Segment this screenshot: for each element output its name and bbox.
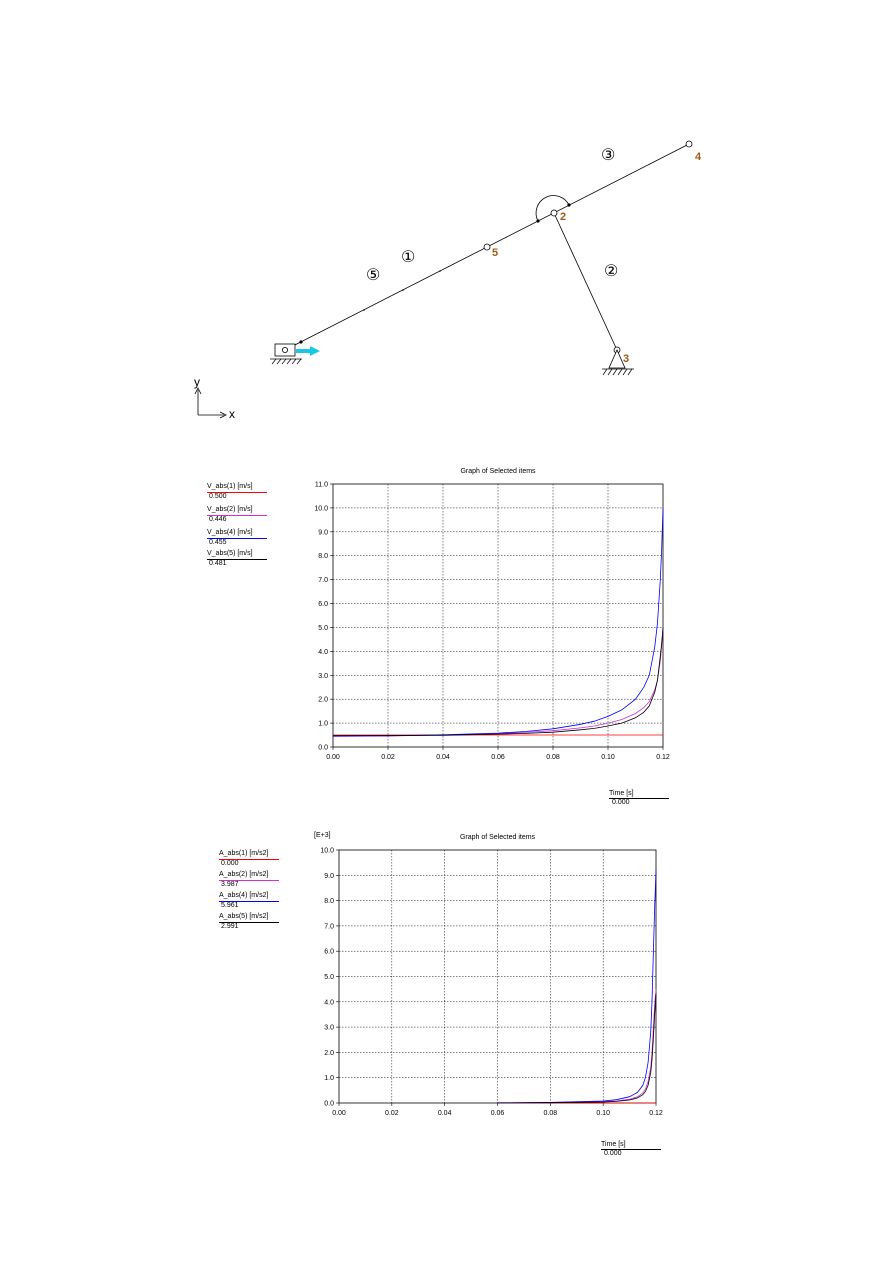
joint-5: [484, 244, 490, 250]
legend-label: A_abs(5) [m/s2]: [219, 913, 279, 923]
y-tick-label: 10.0: [314, 505, 328, 513]
input-arrow-icon: [296, 346, 320, 356]
series-line: [498, 870, 657, 1103]
x-tick-label: 0.02: [381, 754, 395, 761]
mechanism-diagram: [0, 0, 893, 430]
legend-value: 0.455: [209, 539, 227, 546]
legend-label: V_abs(5) [m/s]: [207, 550, 267, 560]
x-axis-value: 0.000: [612, 799, 630, 806]
rod-dot: [536, 219, 539, 222]
slider-joint: [282, 347, 287, 352]
legend-value: 3.987: [221, 881, 239, 888]
legend-label: V_abs(1) [m/s]: [207, 483, 267, 493]
y-tick-label: 5.0: [318, 624, 328, 632]
legend-label: A_abs(1) [m/s2]: [219, 850, 279, 860]
y-tick-label: 6.0: [324, 948, 334, 956]
x-axis-legend: [609, 790, 669, 807]
x-axis-label: Time [s]: [609, 790, 669, 799]
rod-dot: [363, 309, 365, 311]
link-label-1: ①: [401, 249, 416, 266]
chart-title: Graph of Selected items: [459, 834, 536, 841]
y-exponent-label: [E+3]: [314, 832, 331, 839]
series-line: [498, 989, 657, 1103]
y-tick-label: 7.0: [318, 577, 328, 585]
legend-value: 2.991: [221, 923, 239, 930]
y-tick-label: 7.0: [324, 923, 334, 931]
x-tick-label: 0.10: [601, 754, 615, 761]
y-tick-label: 2.0: [318, 696, 328, 704]
x-tick-label: 0.06: [491, 754, 505, 761]
x-tick-label: 0.06: [490, 1110, 505, 1117]
x-tick-label: 0.00: [326, 754, 340, 761]
link-2: [554, 213, 617, 350]
y-tick-label: 4.0: [318, 648, 328, 656]
slider-ground-hatch: [272, 359, 301, 364]
rod-dot: [567, 203, 570, 206]
rod-dot: [402, 289, 404, 291]
rod-dot: [439, 270, 441, 272]
point-label-4: 4: [695, 151, 702, 163]
x-tick-label: 0.08: [543, 1110, 558, 1117]
ground-hatch-3: [603, 369, 632, 375]
link-label-5: ⑤: [366, 267, 381, 284]
y-tick-label: 2.0: [324, 1049, 334, 1057]
point-label-3: 3: [623, 353, 630, 365]
acceleration-chart-panel: [0, 825, 893, 1175]
y-tick-label: 0.0: [324, 1100, 334, 1108]
y-tick-label: 0.0: [318, 744, 328, 752]
y-tick-label: 9.0: [324, 872, 334, 880]
y-tick-label: 1.0: [324, 1075, 334, 1083]
y-tick-label: 3.0: [318, 672, 328, 680]
y-tick-label: 10.0: [320, 847, 334, 855]
coordinate-axes: [195, 388, 226, 418]
link-label-2: ②: [604, 263, 619, 280]
legend-value: 0.000: [221, 860, 239, 867]
y-tick-label: 8.0: [318, 553, 328, 561]
y-tick-label: 5.0: [324, 974, 334, 981]
y-tick-label: 9.0: [318, 529, 328, 537]
velocity-chart: [0, 460, 893, 810]
y-tick-label: 4.0: [324, 999, 334, 1007]
point-label-2: 2: [560, 211, 567, 223]
velocity-chart-panel: [0, 460, 893, 810]
y-tick-label: 1.0: [318, 720, 328, 728]
axis-label-x: x: [229, 407, 235, 421]
link-label-3: ③: [601, 147, 616, 164]
x-tick-label: 0.00: [332, 1110, 346, 1117]
x-tick-label: 0.04: [437, 1110, 452, 1117]
legend-value: 0.446: [209, 516, 227, 523]
point-label-5: 5: [492, 247, 499, 259]
x-tick-label: 0.02: [385, 1110, 399, 1117]
legend-label: V_abs(2) [m/s]: [207, 506, 267, 516]
legend-value: 5.961: [221, 902, 239, 909]
legend-label: A_abs(2) [m/s2]: [219, 871, 279, 881]
x-tick-label: 0.04: [436, 754, 450, 761]
joint-2: [551, 210, 557, 216]
legend-value: 0.481: [209, 560, 227, 567]
axis-label-y: y: [194, 375, 200, 389]
series-line: [498, 994, 657, 1103]
joint-4: [686, 141, 692, 147]
acceleration-chart: [0, 825, 893, 1175]
y-tick-label: 6.0: [318, 601, 328, 609]
x-tick-label: 0.08: [546, 754, 560, 761]
y-tick-label: 11.0: [314, 481, 328, 489]
x-axis-legend: [601, 1141, 661, 1158]
y-tick-label: 8.0: [324, 898, 334, 906]
legend-label: A_abs(4) [m/s2]: [219, 892, 279, 902]
x-tick-label: 0.12: [649, 1110, 663, 1117]
legend-label: V_abs(4) [m/s]: [207, 529, 267, 539]
x-tick-label: 0.10: [596, 1110, 610, 1117]
rod-dot: [299, 340, 302, 343]
x-tick-label: 0.12: [656, 754, 670, 761]
y-tick-label: 3.0: [324, 1024, 334, 1032]
legend-value: 0.500: [209, 493, 227, 500]
chart-title: Graph of Selected items: [460, 468, 536, 475]
x-axis-value: 0.000: [604, 1150, 622, 1157]
x-axis-label: Time [s]: [601, 1141, 661, 1150]
